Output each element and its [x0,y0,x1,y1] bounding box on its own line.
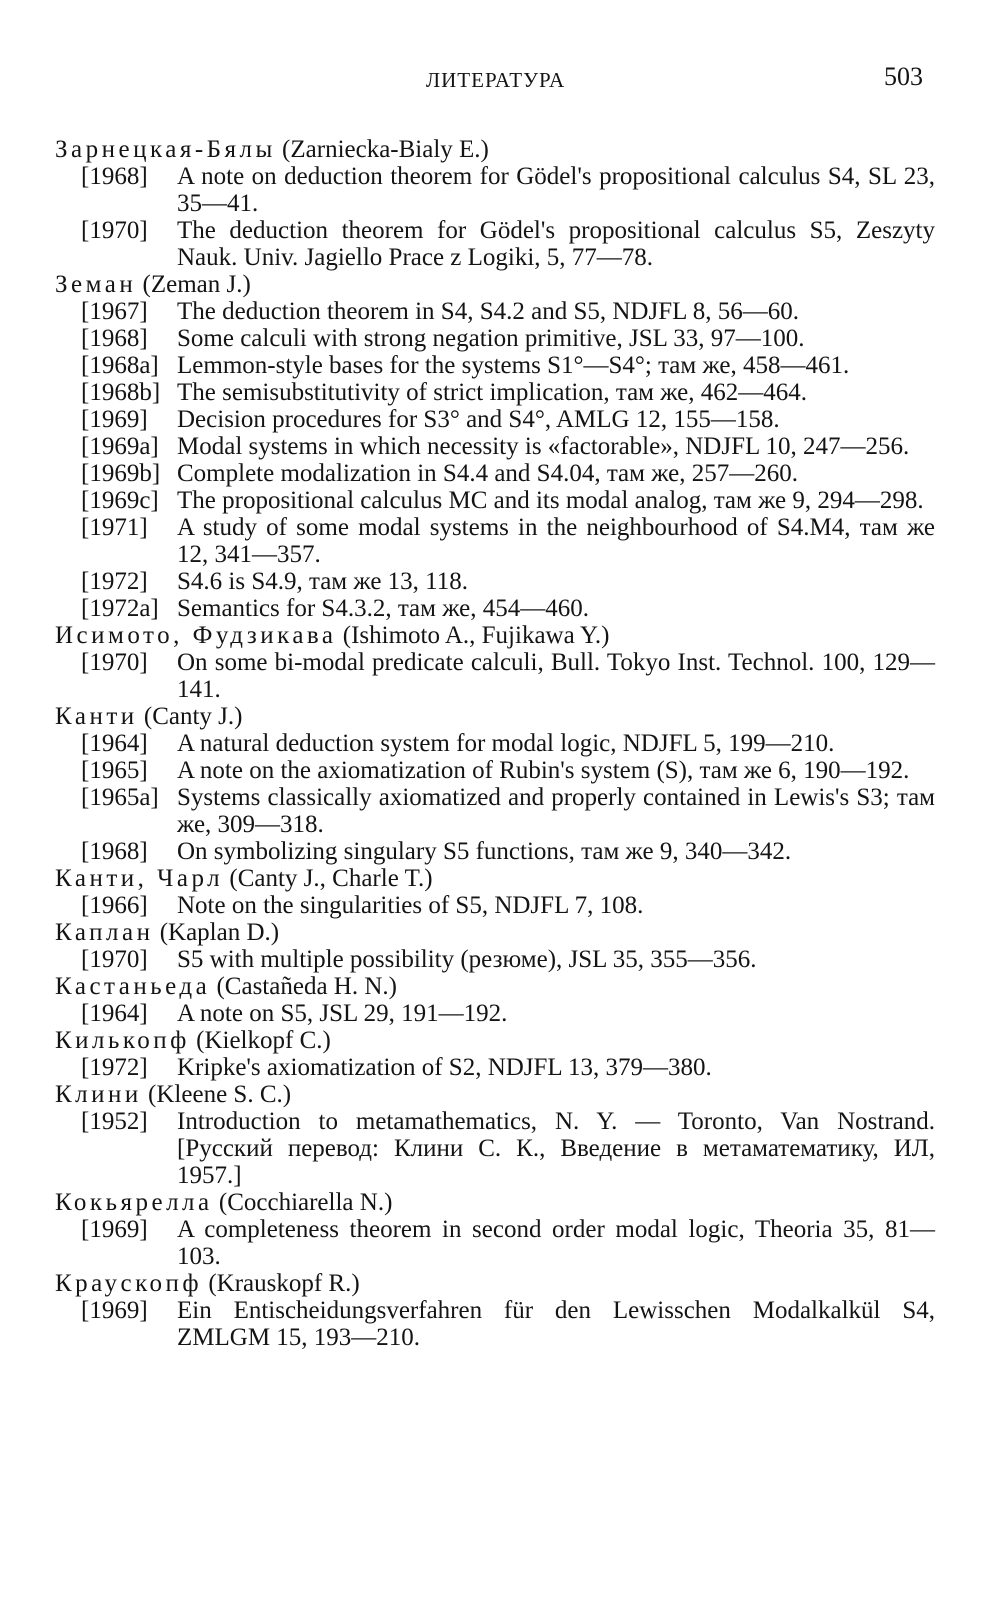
author-name: Кастаньеда [55,973,211,1000]
bibliography-entry [81,649,935,703]
entry-citation: A natural deduction system for modal logic, NDJFL 5, 199—210. [177,730,835,757]
bibliography-entry [81,892,935,919]
page-header [0,62,991,102]
author-heading [55,973,935,1000]
entry-citation: Complete modalization in S4.4 and S4.04, там же, 257—260. [177,460,799,487]
author-latin-name: (Kielkopf C.) [196,1027,331,1054]
entry-year-key: [1972] [81,568,148,595]
bibliography-entry [81,1216,935,1270]
entry-year-key: [1966] [81,892,148,919]
bibliography-entry [81,784,935,838]
bibliography-entry [81,325,935,352]
entry-year-key: [1964] [81,1000,148,1027]
author-name: Канти, Чарл [55,865,224,892]
author-heading [55,1189,935,1216]
entry-year-key: [1969c] [81,487,159,514]
entry-year-key: [1952] [81,1108,148,1135]
entry-year-key: [1972a] [81,595,159,622]
author-heading [55,703,935,730]
entry-citation: The deduction theorem in S4, S4.2 and S5, NDJFL 8, 56—60. [177,298,799,325]
bibliography-entry [81,838,935,865]
author-name: Килькопф [55,1027,190,1054]
bibliography-entry [81,757,935,784]
author-latin-name: (Kleene S. C.) [148,1081,292,1108]
bibliography-entry [81,730,935,757]
entry-year-key: [1968] [81,163,148,190]
author-heading [55,1027,935,1054]
author-block [55,1270,935,1351]
entry-year-key: [1969] [81,406,148,433]
entry-citation: Decision procedures for S3° and S4°, AMLG 12, 155—158. [177,406,780,433]
author-name: Зарнецкая-Бялы [55,136,276,163]
entry-citation: Modal systems in which necessity is «factorable», NDJFL 10, 247—256. [177,433,910,460]
bibliography-entry [81,1000,935,1027]
entry-year-key: [1969] [81,1297,148,1324]
entry-citation: The semisubstitutivity of strict implication, там же, 462—464. [177,379,808,406]
running-title: ЛИТЕРАТУРА [425,68,566,92]
author-block [55,1189,935,1270]
bibliography-entry [81,487,935,514]
bibliography-entry [81,217,935,271]
author-name: Краускопф [55,1270,203,1297]
author-latin-name: (Castañeda H. N.) [216,973,397,1000]
author-block [55,1027,935,1081]
bibliography-entry [81,946,935,973]
author-heading [55,1270,935,1297]
entry-citation: A study of some modal systems in the neighbourhood of S4.M4, там же 12, 341—357. [177,514,935,568]
bibliography-entry [81,1108,935,1189]
page-number: 503 [884,62,923,91]
entry-year-key: [1965] [81,757,148,784]
author-heading [55,919,935,946]
author-heading [55,865,935,892]
entry-year-key: [1972] [81,1054,148,1081]
entry-citation: Semantics for S4.3.2, там же, 454—460. [177,595,589,622]
bibliography-entry [81,514,935,568]
entry-citation: Lemmon-style bases for the systems S1°—S4°; там же, 458—461. [177,352,850,379]
entry-year-key: [1970] [81,217,148,244]
author-latin-name: (Krauskopf R.) [208,1270,360,1297]
author-name: Кокьярелла [55,1189,213,1216]
author-block [55,136,935,271]
bibliography-list [55,136,935,1351]
entry-year-key: [1970] [81,946,148,973]
entry-year-key: [1968] [81,838,148,865]
entry-year-key: [1968b] [81,379,161,406]
entry-year-key: [1965a] [81,784,159,811]
bibliography-entry [81,379,935,406]
entry-citation: Introduction to metamathematics, N. Y. — Toronto, Van Nostrand. [Русский перевод: Клини С. К., Введение в метаматематику, ИЛ, 1957.] [177,1108,935,1189]
author-latin-name: (Cocchiarella N.) [218,1189,393,1216]
bibliography-entry [81,1054,935,1081]
author-heading [55,271,935,298]
author-latin-name: (Kaplan D.) [159,919,280,946]
author-name: Каплан [55,919,154,946]
bibliography-entry [81,163,935,217]
bibliography-entry [81,433,935,460]
entry-year-key: [1971] [81,514,148,541]
bibliography-entry [81,460,935,487]
author-block [55,865,935,919]
bibliography-entry [81,595,935,622]
author-block [55,919,935,973]
bibliography-entry [81,1297,935,1351]
entry-citation: A completeness theorem in second order modal logic, Theoria 35, 81—103. [177,1216,935,1270]
entry-citation: On symbolizing singulary S5 functions, там же 9, 340—342. [177,838,792,865]
entry-citation: Kripke's axiomatization of S2, NDJFL 13, 379—380. [177,1054,712,1081]
entry-year-key: [1968] [81,325,148,352]
entry-citation: S4.6 is S4.9, там же 13, 118. [177,568,468,595]
author-name: Канти [55,703,138,730]
author-block [55,622,935,703]
entry-year-key: [1967] [81,298,148,325]
author-block [55,1081,935,1189]
entry-citation: Systems classically axiomatized and properly contained in Lewis's S3; там же, 309—318. [177,784,935,838]
author-heading [55,1081,935,1108]
author-name: Исимото, Фудзикава [55,622,337,649]
entry-year-key: [1969] [81,1216,148,1243]
bibliography-entry [81,406,935,433]
entry-year-key: [1969a] [81,433,159,460]
author-latin-name: (Canty J., Charle T.) [229,865,433,892]
bibliography-entry [81,352,935,379]
entry-citation: Some calculi with strong negation primitive, JSL 33, 97—100. [177,325,805,352]
entry-year-key: [1970] [81,649,148,676]
entry-citation: A note on deduction theorem for Gödel's propositional calculus S4, SL 23, 35—41. [177,163,935,217]
entry-year-key: [1969b] [81,460,161,487]
entry-citation: Note on the singularities of S5, NDJFL 7, 108. [177,892,644,919]
entry-year-key: [1964] [81,730,148,757]
author-heading [55,136,935,163]
bibliography-entry [81,568,935,595]
entry-citation: The propositional calculus MC and its modal analog, там же 9, 294—298. [177,487,924,514]
author-latin-name: (Ishimoto A., Fujikawa Y.) [342,622,610,649]
entry-citation: The deduction theorem for Gödel's propositional calculus S5, Zeszyty Nauk. Univ. Jagiello Prace z Logiki, 5, 77—78. [177,217,935,271]
author-block [55,703,935,865]
author-name: Земан [55,271,137,298]
author-latin-name: (Canty J.) [143,703,243,730]
entry-citation: On some bi-modal predicate calculi, Bull. Tokyo Inst. Technol. 100, 129—141. [177,649,935,703]
entry-year-key: [1968a] [81,352,159,379]
entry-citation: Ein Entischeidungsverfahren für den Lewisschen Modalkalkül S4, ZMLGM 15, 193—210. [177,1297,935,1351]
bibliography-entry [81,298,935,325]
author-heading [55,622,935,649]
entry-citation: A note on S5, JSL 29, 191—192. [177,1000,508,1027]
author-latin-name: (Zeman J.) [142,271,251,298]
author-block [55,973,935,1027]
entry-citation: A note on the axiomatization of Rubin's system (S), там же 6, 190—192. [177,757,910,784]
entry-citation: S5 with multiple possibility (резюме), JSL 35, 355—356. [177,946,757,973]
author-latin-name: (Zarniecka-Bialy E.) [282,136,489,163]
author-name: Клини [55,1081,142,1108]
author-block [55,271,935,622]
